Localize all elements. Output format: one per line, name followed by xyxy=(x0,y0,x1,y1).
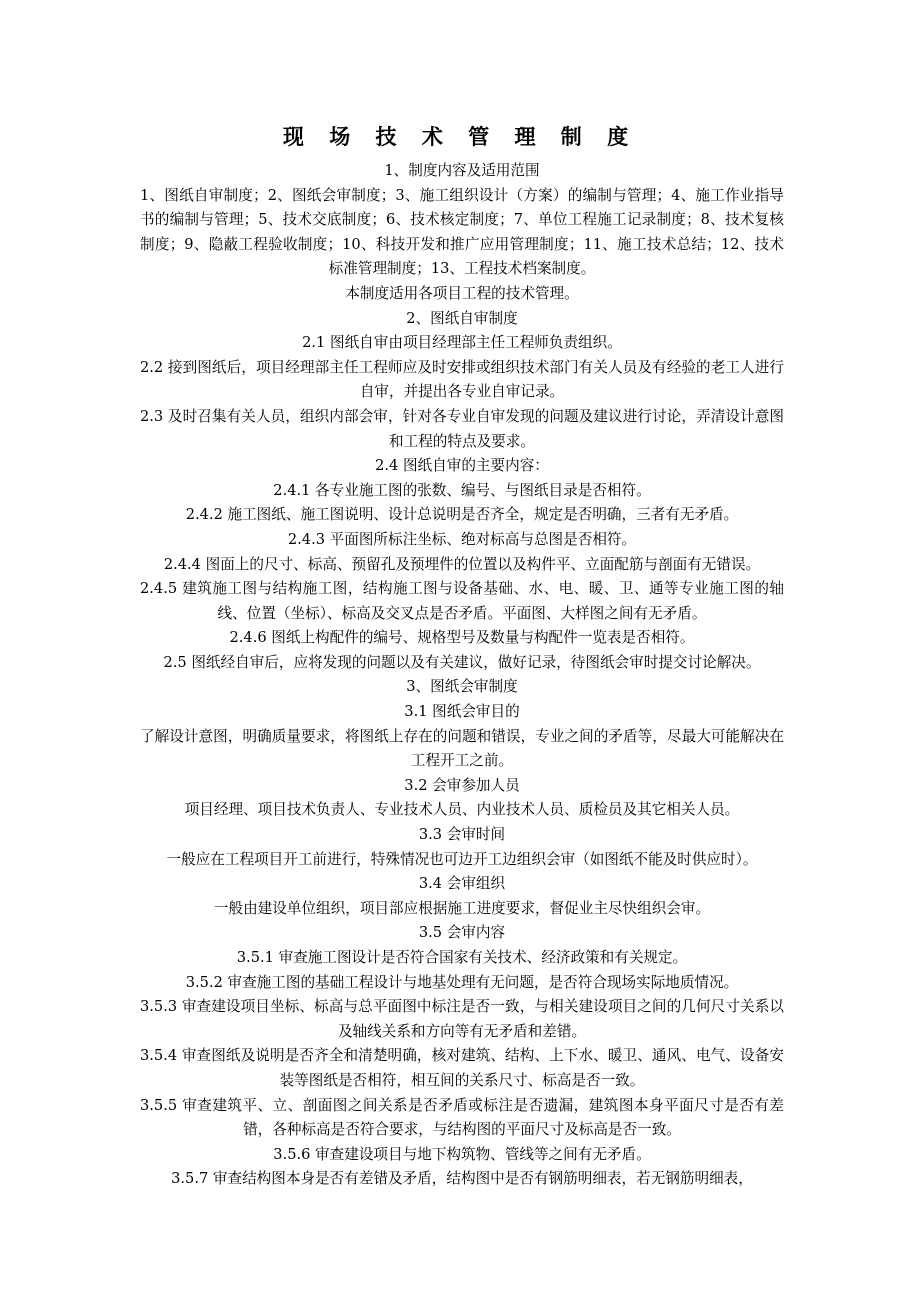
paragraph: 3.5.7 审查结构图本身是否有差错及矛盾，结构图中是否有钢筋明细表，若无钢筋明细表， xyxy=(171,1170,753,1188)
subsection-heading: 3.4 会审组织 xyxy=(418,875,506,893)
subsection-heading: 3.5 会审内容 xyxy=(418,924,506,942)
paragraph: 2.4.1 各专业施工图的张数、编号、与图纸目录是否相符。 xyxy=(273,481,651,499)
paragraph: 本制度适用各项目工程的技术管理。 xyxy=(345,284,579,302)
section-heading: 1、制度内容及适用范围 xyxy=(384,162,540,179)
subsection-heading: 2.4 图纸自审的主要内容： xyxy=(375,457,549,475)
paragraph: 3.5.1 审查施工图设计是否符合国家有关技术、经济政策和有关规定。 xyxy=(236,949,688,966)
paragraph: 3.5.5 审查建筑平、立、剖面图之间关系是否矛盾或标注是否遗漏，建筑图本身平面尺寸是否有差错，各种标高是否符合要求，与结构图的平面尺寸及标高是否一致。 xyxy=(140,1096,784,1139)
subsection-heading: 3.1 图纸会审目的 xyxy=(404,703,520,721)
document-title: 现 场 技 术 管 理 制 度 xyxy=(282,124,638,149)
paragraph: 2.4.2 施工图纸、施工图说明、设计总说明是否齐全，规定是否明确，三者有无矛盾。 xyxy=(185,506,739,524)
paragraph: 3.5.6 审查建设项目与地下构筑物、管线等之间有无矛盾。 xyxy=(273,1145,651,1163)
paragraph: 3.5.3 审查建设项目坐标、标高与总平面图中标注是否一致，与相关建设项目之间的几何尺寸关系以及轴线关系和方向等有无矛盾和差错。 xyxy=(140,998,784,1040)
subsection-heading: 3.2 会审参加人员 xyxy=(404,776,520,794)
paragraph: 2.5 图纸经自审后，应将发现的问题以及有关建议，做好记录，待图纸会审时提交讨论解决。 xyxy=(163,653,761,671)
subsection-heading: 3.3 会审时间 xyxy=(418,826,506,844)
paragraph: 2.1 图纸自审由项目经理部主任工程师负责组织。 xyxy=(302,334,622,352)
paragraph: 2.2 接到图纸后，项目经理部主任工程师应及时安排或组织技术部门有关人员及有经验的老工人进行自审，并提出各专业自审记录。 xyxy=(140,358,784,401)
section-heading: 3、图纸会审制度 xyxy=(406,678,518,696)
paragraph: 2.4.6 图纸上构配件的编号、规格型号及数量与构配件一览表是否相符。 xyxy=(229,629,695,647)
paragraph: 3.5.4 审查图纸及说明是否齐全和清楚明确，核对建筑、结构、上下水、暖卫、通风、电气、设备安装等图纸是否相符，相互间的关系尺寸、标高是否一致。 xyxy=(140,1047,784,1089)
paragraph: 了解设计意图，明确质量要求，将图纸上存在的问题和错误，专业之间的矛盾等，尽最大可能解决在工程开工之前。 xyxy=(140,727,784,770)
document-body xyxy=(140,159,784,1192)
paragraph: 一般由建设单位组织，项目部应根据施工进度要求，督促业主尽快组织会审。 xyxy=(213,899,711,917)
paragraph: 3.5.2 审查施工图的基础工程设计与地基处理有无问题，是否符合现场实际地质情况。 xyxy=(185,973,739,991)
paragraph: 一般应在工程项目开工前进行，特殊情况也可边开工边组织会审（如图纸不能及时供应时）。 xyxy=(166,850,758,868)
paragraph: 2.3 及时召集有关人员，组织内部会审，针对各专业自审发现的问题及建议进行讨论，弄清设计意图和工程的特点及要求。 xyxy=(140,407,784,450)
section-heading: 2、图纸自审制度 xyxy=(406,309,518,327)
paragraph: 1、图纸自审制度；2、图纸会审制度；3、施工组织设计（方案）的编制与管理；4、施工作业指导书的编制与管理；5、技术交底制度；6、技术核定制度；7、单位工程施工记录制度；8、技术复核制度；9、隐蔽工程验收制度；10、科技开发和推广应用管理制度；11、施工技术总结；12、技术标准管理制度；13、工程技术档案制度。 xyxy=(140,186,784,278)
paragraph: 2.4.4 图面上的尺寸、标高、预留孔及预埋件的位置以及构件平、立面配筋与剖面有无错误。 xyxy=(163,555,761,573)
paragraph: 2.4.5 建筑施工图与结构施工图，结构施工图与设备基础、水、电、暖、卫、通等专业施工图的轴线、位置（坐标）、标高及交叉点是否矛盾。平面图、大样图之间有无矛盾。 xyxy=(140,580,784,622)
paragraph: 项目经理、项目技术负责人、专业技术人员、内业技术人员、质检员及其它相关人员。 xyxy=(184,801,740,819)
paragraph: 2.4.3 平面图所标注坐标、绝对标高与总图是否相符。 xyxy=(287,530,637,548)
